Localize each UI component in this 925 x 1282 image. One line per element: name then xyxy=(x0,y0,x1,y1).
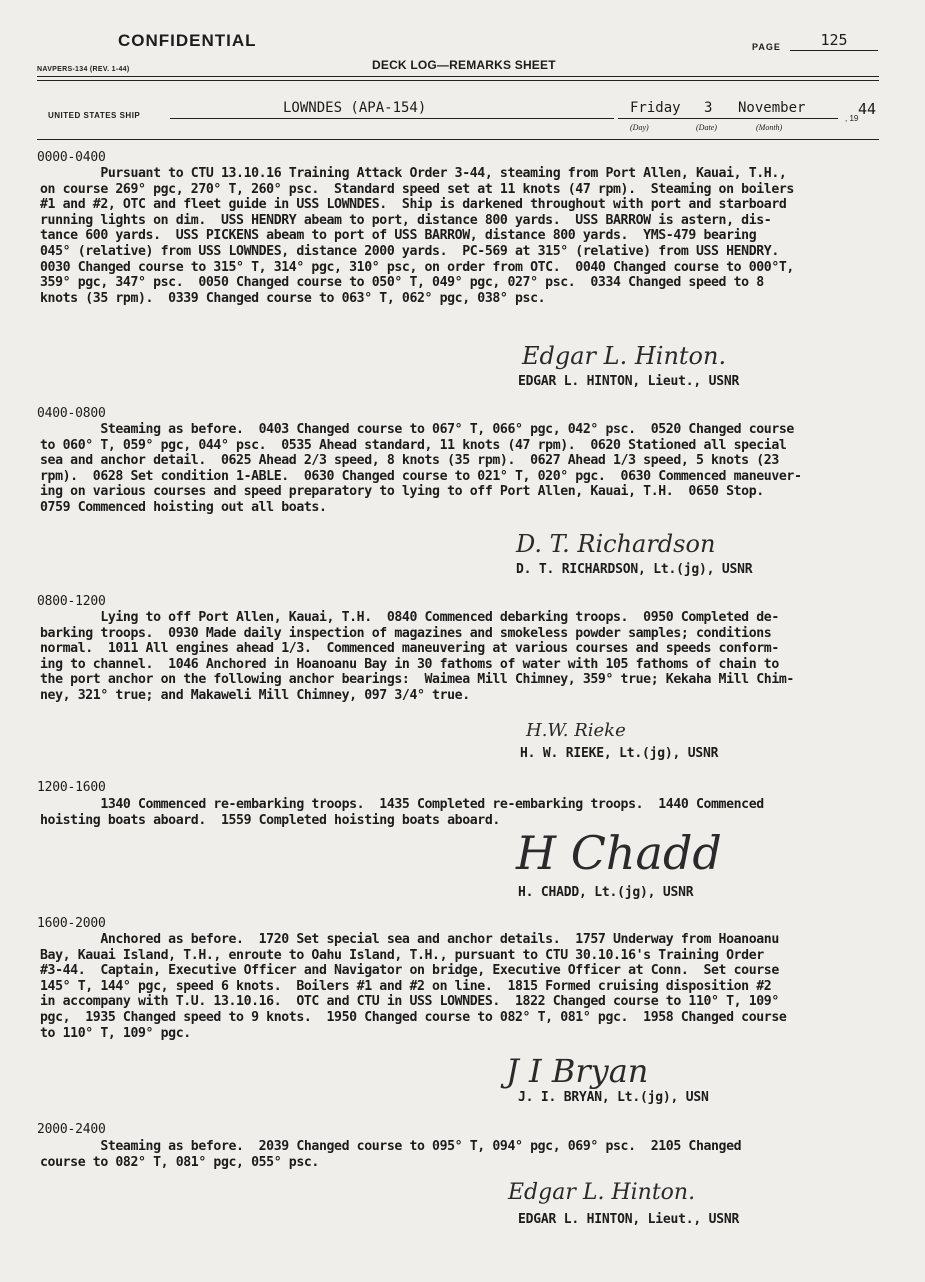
classification-heading: CONFIDENTIAL xyxy=(118,31,257,50)
ship-rule xyxy=(37,139,879,140)
year-value: 44 xyxy=(858,100,877,118)
watch-remarks: Steaming as before. 0403 Changed course to 067° T, 066° pgc, 042° psc. 0520 Changed course to 060° T, 059° pgc, 044° psc. 0535 Ahead standard, 11 knots (47 rpm). 0620 Stationed all special sea and anchor detail. 0625 Ahead 2/3 speed, 8 knots (35 rpm). 0627 Ahead 1/3 speed, 5 knots (23 rpm). 0628 Set condition 1-ABLE. 0630 Changed course to 021° T, 020° pgc. 0630 Commenced maneuver- ing on various courses and speed preparatory to lying to off Port Allen, Kauai, T.H. 0650 Stop. 0759 Commenced hoisting out all boats. xyxy=(40,422,802,515)
officer-signature: H Chadd xyxy=(516,826,722,880)
watch-period: 1200-1600 xyxy=(37,780,106,795)
watch-period: 1600-2000 xyxy=(37,916,106,931)
watch-remarks: 1340 Commenced re-embarking troops. 1435 Completed re-embarking troops. 1440 Commenced hoisting boats aboard. 1559 Completed hoisting boats aboard. xyxy=(40,797,764,828)
officer-signature: H.W. Rieke xyxy=(526,720,626,741)
sheet-title: DECK LOG—REMARKS SHEET xyxy=(372,58,556,72)
date-value: 3 xyxy=(704,100,713,116)
form-number: NAVPERS-134 (REV. 1-44) xyxy=(37,66,130,73)
page-number: 125 xyxy=(790,30,878,51)
officer-signature: J I Bryan xyxy=(506,1052,649,1090)
officer-name: EDGAR L. HINTON, Lieut., USNR xyxy=(518,374,740,389)
header-rule-double xyxy=(37,80,879,81)
day-caption: (Day) xyxy=(630,123,649,132)
watch-period: 0800-1200 xyxy=(37,594,106,609)
officer-name: EDGAR L. HINTON, Lieut., USNR xyxy=(518,1212,740,1227)
watch-remarks: Anchored as before. 1720 Set special sea and anchor details. 1757 Underway from Hoanoanu Bay, Kauai Island, T.H., enroute to Oahu Island, T.H., pursuant to CTU 30.10.16's Training Order #3-44. Captain, Executive Officer and Navigator on bridge, Executive Officer at Conn. Set course 145° T, 144° pgc, speed 6 knots. Boilers #1 and #2 on line. 1815 Formed cruising disposition #2 in accompany with T.U. 13.10.16. OTC and CTU in USS LOWNDES. 1822 Changed course to 110° T, 109° pgc, 1935 Changed speed to 9 knots. 1950 Changed course to 082° T, 081° pgc. 1958 Changed course to 110° T, 109° pgc. xyxy=(40,932,787,1041)
month-caption: (Month) xyxy=(756,123,783,132)
year-prefix: , 19 xyxy=(845,114,859,123)
date-caption: (Date) xyxy=(696,123,717,132)
watch-period: 0000-0400 xyxy=(37,150,106,165)
officer-signature: D. T. Richardson xyxy=(516,530,716,558)
officer-signature: Edgar L. Hinton. xyxy=(522,342,727,370)
watch-remarks: Pursuant to CTU 13.10.16 Training Attack Order 3-44, steaming from Port Allen, Kauai, T.H., on course 269° pgc, 270° T, 260° psc. Standard speed set at 11 knots (47 rpm). Steaming on boilers #1 and #2, OTC and fleet guide in USS LOWNDES. Ship is darkened throughout with port and starboard running lights on dim. USS HENDRY abeam to port, distance 800 yards. USS BARROW is astern, dis- tance 600 yards. USS PICKENS abeam to port of USS BARROW, distance 800 yards. YMS-479 bearing 045° (relative) from USS LOWNDES, distance 2000 yards. PC-569 at 315° (relative) from USS HENDRY. 0030 Changed course to 315° T, 314° pgc, 310° psc, on order from OTC. 0040 Changed course to 000°T, 359° pgc, 347° psc. 0050 Changed course to 050° T, 049° pgc, 027° psc. 0334 Changed speed to 8 knots (35 rpm). 0339 Changed course to 063° T, 062° pgc, 038° psc. xyxy=(40,166,794,306)
ship-name: LOWNDES (APA-154) xyxy=(283,100,427,116)
watch-remarks: Lying to off Port Allen, Kauai, T.H. 0840 Commenced debarking troops. 0950 Completed de- barking troops. 0930 Made daily inspection of magazines and smokeless powder samples; conditions normal. 1011 All engines ahead 1/3. Commenced maneuvering at various courses and speeds conform- ing to channel. 1046 Anchored in Hoanoanu Bay in 30 fathoms of water with 105 fathoms of chain to the port anchor on the following anchor bearings: Waimea Mill Chimney, 359° true; Kekaha Mill Chim- ney, 321° true; and Makaweli Mill Chimney, 097 3/4° true. xyxy=(40,610,794,703)
watch-period: 0400-0800 xyxy=(37,406,106,421)
watch-remarks: Steaming as before. 2039 Changed course to 095° T, 094° pgc, 069° psc. 2105 Changed course to 082° T, 081° pgc, 055° psc. xyxy=(40,1139,742,1170)
page-label: PAGE xyxy=(752,42,781,52)
officer-name: H. W. RIEKE, Lt.(jg), USNR xyxy=(520,746,719,761)
watch-period: 2000-2400 xyxy=(37,1122,106,1137)
officer-name: D. T. RICHARDSON, Lt.(jg), USNR xyxy=(516,562,753,577)
month-value: November xyxy=(738,100,806,116)
officer-name: J. I. BRYAN, Lt.(jg), USN xyxy=(518,1090,709,1105)
officer-signature: Edgar L. Hinton. xyxy=(508,1180,696,1205)
header-rule-top xyxy=(37,76,879,77)
day-value: Friday xyxy=(630,100,681,116)
officer-name: H. CHADD, Lt.(jg), USNR xyxy=(518,885,694,900)
ship-label: UNITED STATES SHIP xyxy=(48,111,141,120)
